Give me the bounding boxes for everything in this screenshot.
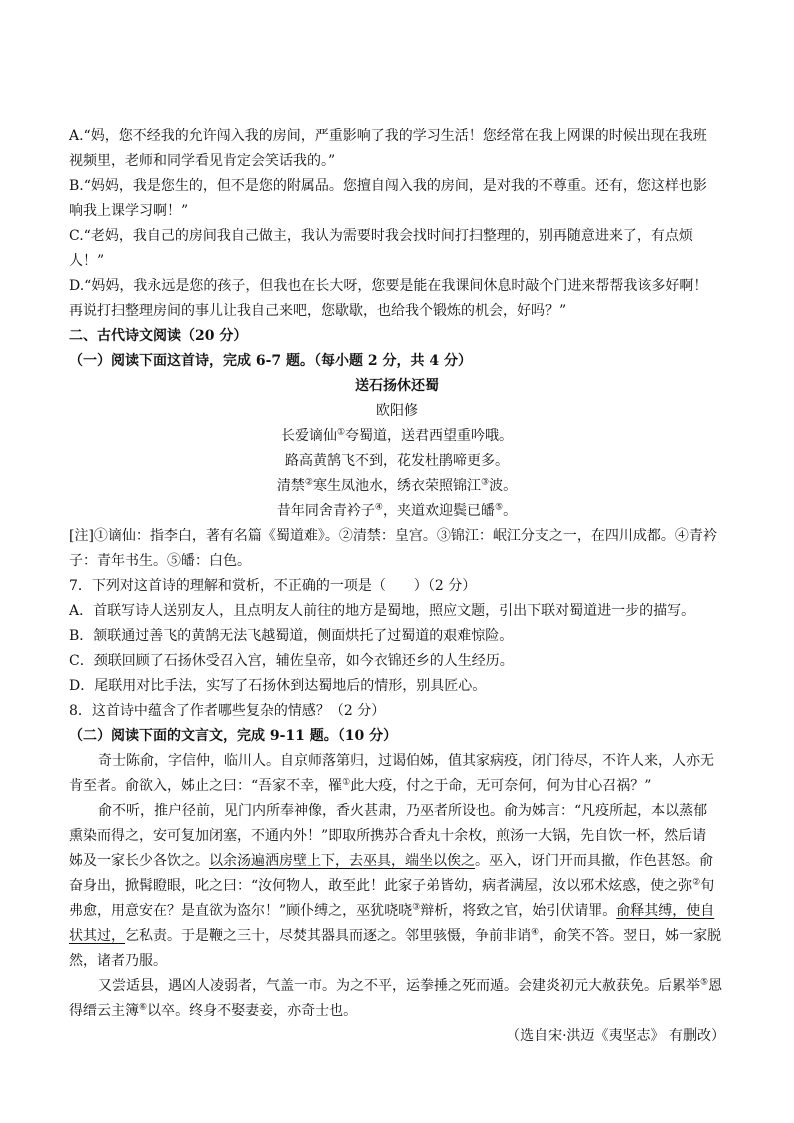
underlined-sentence: 俞释其缚，使自 <box>616 903 715 919</box>
option-b-line1: B.“妈妈，我是您生的，但不是您的附属品。您擅自闯入我的房间，是对我的不尊重。还有，您这样也影 <box>69 178 707 194</box>
note-mark: ④ <box>374 502 383 513</box>
text: ，夹道欢迎鬓已皤 <box>383 503 495 519</box>
note-mark: ③ <box>412 902 421 913</box>
note-mark: ② <box>304 477 313 488</box>
text: 乞私责。于是鞭之三十，尽焚其器具而逐之。邻里骇慑，争前非诮 <box>125 928 531 944</box>
passage-p2-line1: 俞不听，推户径前，见门内所奉神像，香火甚肃，乃巫者所设也。俞为姊言：“凡疫所起，本以蒸郁 <box>98 803 708 819</box>
passage-p2-line4 <box>69 876 729 896</box>
option-b-line2: 响我上课学习啊！” <box>69 203 189 219</box>
text: 清禁 <box>276 478 305 494</box>
underlined-sentence: 状其过， <box>69 928 125 944</box>
text: 夸蜀道，送君西望重吟哦。 <box>345 428 514 444</box>
question-7-option-b: B．颔联通过善飞的黄鹄无法飞越蜀道，侧面烘托了过蜀道的艰难惊险。 <box>69 628 514 644</box>
notes-line1: [注]①谪仙：指李白，著有名篇《蜀道难》。②清禁：皇宫。③锦江：岷江分支之一，在四川成都。④青衿 <box>69 528 717 544</box>
poem-line-4 <box>0 501 794 521</box>
option-c-line1: C.“老妈，我自己的房间我自己做主，我认为需要时我会找时间打扫整理的，别再随意进来了，有点烦 <box>69 228 693 244</box>
poem-author: 欧阳修 <box>376 403 418 419</box>
passage-p3-line1 <box>98 976 758 996</box>
part1-heading: （一）阅读下面这首诗，完成 6-7 题。（每小题 2 分，共 4 分） <box>69 353 473 369</box>
note-mark: ① <box>336 427 346 438</box>
question-8: 8．这首诗中蕴含了作者哪些复杂的情感？（2 分） <box>69 703 386 719</box>
text: 此大疫，付之于命，无可奈何，何为甘心召祸？” <box>350 778 652 794</box>
option-a-line1: A.“妈，您不经我的允许闯入我的房间，严重影响了我的学习生活！您经常在我上网课的时候出现在我班 <box>69 128 707 144</box>
option-a-line2: 视频里，老师和同学看见肯定会笑话我的。” <box>69 153 336 169</box>
note-mark: ⑥ <box>139 1002 148 1013</box>
passage-source: （选自宋·洪迈《夷坚志》 有删改） <box>506 1028 725 1044</box>
passage-p2-line2: 熏染而得之，安可复加闭塞，不通内外！”即取所携苏合香丸十余枚，煎汤一大锅，先自饮一杯，然后请 <box>69 828 707 844</box>
section-heading: 二、古代诗文阅读（20 分） <box>69 328 248 344</box>
passage-p2-line6 <box>69 926 729 946</box>
text: 弗愈，用意安在？是直欲为盗尔！”顾仆缚之，巫犹哓哓 <box>69 903 413 919</box>
text: 旬 <box>700 878 715 894</box>
text: 辩析，将致之官，始引伏请罪。 <box>420 903 617 919</box>
option-c-line2: 人！” <box>69 253 105 269</box>
passage-p3-line2 <box>69 1001 729 1021</box>
passage-p1-line1: 奇士陈俞，字信仲，临川人。自京师落第归，过谒伯姊，值其家病疫，闭门待尽，不许人来，人亦无 <box>98 753 714 769</box>
passage-p2-line3 <box>69 851 729 871</box>
passage-p1-line2 <box>69 776 729 796</box>
text: 肯至者。俞欲入，姊止之曰：“吾家不幸，罹 <box>69 778 343 794</box>
text: 奋身出，掀髯瞪眼，叱之曰：“汝何物人，敢至此！此家子弟皆幼，病者满屋，汝以邪术炫惑，使之弥 <box>69 878 693 894</box>
poem-line-1 <box>0 426 794 446</box>
note-mark: ② <box>692 877 701 888</box>
option-d-line2: 再说打扫整理房间的事儿让我自己来吧，您歇歇，也给我个锻炼的机会，好吗？” <box>69 303 567 319</box>
text: 得缙云主簿 <box>69 1003 139 1019</box>
text: 昔年同舍青衿子 <box>276 503 375 519</box>
passage-p2-line5 <box>69 901 729 921</box>
text: 恩 <box>708 978 723 994</box>
text: ，俞笑不答。翌日，姊一家脱 <box>539 928 722 944</box>
note-mark: ① <box>342 777 351 788</box>
option-d-line1: D.“妈妈，我永远是您的孩子，但我也在长大呀，您要是能在我课间休息时敲个门进来帮帮我该多好啊！ <box>69 278 708 294</box>
underlined-sentence: 以余汤遍洒房壁上下，去巫具，端坐以俟之 <box>209 853 475 869</box>
question-7-option-a: A．首联写诗人送别友人，且点明友人前往的地方是蜀地，照应文题，引出下联对蜀道进一步的描写。 <box>69 603 696 619</box>
notes-line2: 子：青年书生。⑤皤：白色。 <box>69 553 251 569</box>
question-7-option-d: D．尾联用对比手法，实写了石扬休到达蜀地后的情形，别具匠心。 <box>69 678 487 694</box>
poem-line-3 <box>0 476 794 496</box>
text: 。 <box>503 503 518 519</box>
text: 姊及一家长少各饮之。 <box>69 853 209 869</box>
text: 又尝适县，遇凶人凌弱者，气盖一市。为之不平，运拳捶之死而遁。会建炎初元大赦获免。后累举 <box>98 978 700 994</box>
text: 长爱谪仙 <box>280 428 337 444</box>
text: 波。 <box>489 478 518 494</box>
note-mark: ③ <box>481 477 490 488</box>
question-7-option-c: C．颈联回顾了石扬休受召入宫，辅佐皇帝，如今衣锦还乡的人生经历。 <box>69 653 514 669</box>
poem-title: 送石扬休还蜀 <box>355 378 439 394</box>
note-mark: ⑤ <box>495 502 504 513</box>
poem-line-2: 路高黄鹄飞不到，花发杜鹃啼更多。 <box>285 453 509 469</box>
text: 以卒。终身不娶妻妾，亦奇士也。 <box>147 1003 358 1019</box>
note-mark: ④ <box>531 927 540 938</box>
passage-p2-line7: 然，诸者乃服。 <box>69 953 167 969</box>
text: 寒生凤池水，绣衣荣照锦江 <box>313 478 481 494</box>
part2-heading: （二）阅读下面的文言文，完成 9-11 题。（10 分） <box>69 728 398 744</box>
note-mark: ⑤ <box>700 977 709 988</box>
question-7: 7．下列对这首诗的理解和赏析，不正确的一项是（ ）（2 分） <box>69 578 477 594</box>
text: 。巫入，讶门开而具撤，作色甚怒。俞 <box>475 853 713 869</box>
